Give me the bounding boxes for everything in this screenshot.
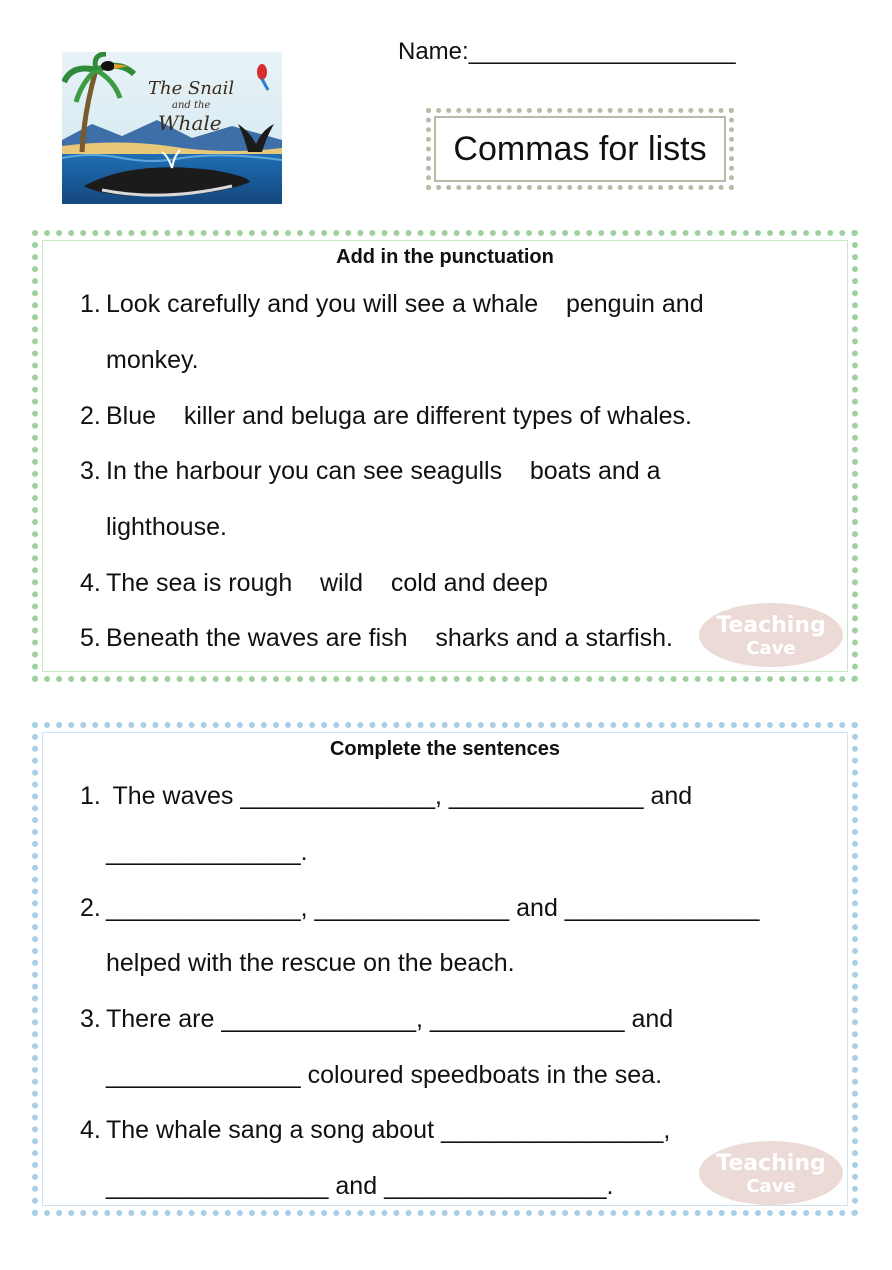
teaching-cave-watermark	[696, 600, 846, 670]
cover-title-line2: and the	[172, 100, 211, 111]
name-field-label: Name:____________________	[398, 38, 736, 65]
teaching-cave-watermark	[696, 1138, 846, 1208]
list-item-continuation: lighthouse.	[106, 513, 227, 541]
svg-text:Cave: Cave	[746, 1176, 796, 1197]
worksheet-title-box	[426, 108, 734, 190]
book-cover-image	[62, 52, 282, 204]
punctuation-section	[32, 230, 858, 682]
sentences-section	[32, 722, 858, 1216]
cover-title-line1: The Snail	[148, 78, 235, 99]
cover-title-line3: Whale	[158, 111, 222, 135]
list-item: 4. The sea is rough wild cold and deep	[80, 569, 548, 597]
list-item: 3. There are ______________, ______________ and	[80, 1005, 674, 1033]
list-item-continuation: helped with the rescue on the beach.	[106, 949, 515, 977]
list-item: 1. Look carefully and you will see a whale penguin and	[80, 290, 704, 318]
list-item: 5. Beneath the waves are fish sharks and a starfish.	[80, 624, 673, 652]
section-heading: Add in the punctuation	[336, 246, 554, 268]
list-item: 1. The waves ______________, ______________ and	[80, 782, 693, 810]
list-item-continuation: monkey.	[106, 346, 199, 374]
list-item: 4. The whale sang a song about ________________,	[80, 1116, 671, 1144]
list-item: 2. Blue killer and beluga are different types of whales.	[80, 402, 692, 430]
list-item-continuation: ________________ and ________________.	[106, 1172, 614, 1200]
svg-text:Cave: Cave	[746, 638, 796, 659]
svg-text:Teaching: Teaching	[716, 1151, 826, 1176]
list-item: 3. In the harbour you can see seagulls boats and a	[80, 457, 661, 485]
list-item-continuation: ______________ coloured speedboats in the sea.	[106, 1061, 663, 1089]
list-item: 2. ______________, ______________ and ______________	[80, 894, 760, 922]
worksheet-title: Commas for lists	[453, 129, 707, 168]
svg-text:Teaching: Teaching	[716, 613, 826, 638]
list-item-continuation: ______________.	[106, 838, 308, 866]
section-heading: Complete the sentences	[329, 738, 561, 760]
